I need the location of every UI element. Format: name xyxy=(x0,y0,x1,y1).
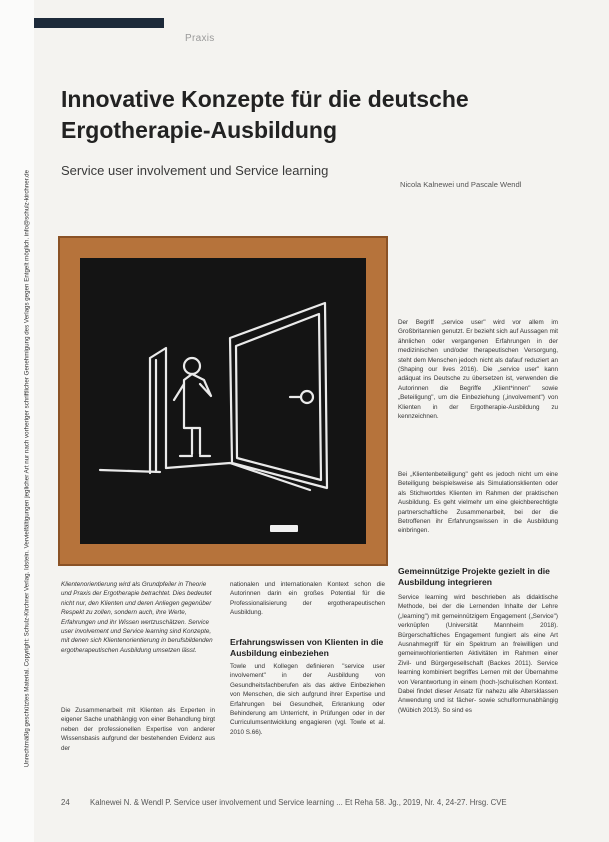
body-paragraph-right-1: Der Begriff „service user" wird vor allem im Großbritannien genutzt. Er bezieht sich auf Aussagen mit ähnlichen oder vergangenen Erfahrungen in der medizinischen und/oder therapeutischen Versorgung, steht dem Menschen jedoch nicht als dafauf reduziert an (Shaping our lives 2016). Die „service user" kann adäquat ins Deutsche zu übersetzen ist, verwenden die Autorinnen die Begriffe „Klient*innen" sowie „Beteiligung", um die Einbeziehung („involvement") von Klienten in der Ergotherapie-Ausbildung zu kennzeichnen. xyxy=(398,319,558,421)
body-paragraph-right-2: Bei „Klientenbeteiligung" geht es jedoch nicht um eine Beteiligung beispielsweise als Simulationsklienten oder als Stichwortdes Klienten im Rahmen der praktischen Ausbildung. Es geht vielmehr um eine gleichberechtigte partnerschaftliche Zusammenarbeit, bei der die Betroffenen ihr Erfahrungswissen in die Ausbildung einbringen. xyxy=(398,471,558,535)
chalkboard-illustration xyxy=(80,258,366,544)
body-paragraph-mid: Towle und Kollegen definieren "service user involvement" in der Ausbildung von Gesundheitsfachberufen als das aktive Einbeziehen von Menschen, die sich aufgrund ihrer Expertise und Erfahrungen bei Gesundheit, Erkrankung oder Behinderung am Unterricht, in Prüfungen oder in der Curriculumsentwicklung engagieren (vgl. Towle et al. 2010 S.66). xyxy=(230,663,385,736)
chalkboard-open-door-figure-icon xyxy=(80,258,366,544)
body-paragraph-left: Die Zusammenarbeit mit Klienten als Experten in eigener Sache unabhängig von einer Behandlung birgt neben der professionellen Expertise von anderer Wissensbasis aufgrund der bestehenden Evidenz aus der xyxy=(61,707,215,752)
section-heading-clients: Erfahrungswissen von Klienten in die Ausbildung einbeziehen xyxy=(230,637,384,658)
copyright-notice: Unrechtmäßig geschütztes Material. Copyright: Schulz-Kirchner Verlag. Idstein. Vervielfältigungen jeglicher Art nur nach vorheriger schriftlicher Genehmigung des Verlags gegen Entgelt möglich. info@schulz-kirchner.de xyxy=(23,169,31,768)
section-color-bar xyxy=(34,18,164,28)
section-label: Praxis xyxy=(185,33,215,44)
body-paragraph-mid-top: nationalen und internationalen Kontext schon die Autorinnen darin ein großes Potential für die Professionalisierung der ergotherapeutischen Ausbildung. xyxy=(230,581,385,617)
footer-citation: Kalnewei N. & Wendl P. Service user involvement und Service learning ... Et Reha 58. Jg., 2019, Nr. 4, 24-27. Hrsg. CVE xyxy=(90,798,507,807)
article-subtitle: Service user involvement und Service learning xyxy=(61,163,329,178)
article-authors: Nicola Kalnewei und Pascale Wendl xyxy=(400,180,522,189)
article-title: Innovative Konzepte für die deutsche Ergotherapie-Ausbildung xyxy=(61,86,469,143)
body-paragraph-right-3: Service learning wird beschrieben als didaktische Methode, bei der die Lernenden Inhalte der Lehre („learning") mit gemeinnützigem Engagement („Service") verknüpfen (Universität Mannheim 2018). Bürgerschaftliches Engagement fungiert als eine Art Ausnahmegriff für ein Spektrum an freiwilligen und gemeinwohlorientierten Aktivitäten im Rahmen einer Zivil- und Bürgergesellschaft (Backes 2011). Service learning kombiniert begriffes Lernen mit der Übernahme von Verantwortung in einem (hoch-)schulischen Kontext. Dabei findet dieser Ansatz für nahezu alle Altersklassen Anwendung und ist fächer- sowie schulformunabhängig (Wübich 2013). So sind es xyxy=(398,594,558,714)
section-heading-projects: Gemeinnützige Projekte gezielt in die Ausbildung integrieren xyxy=(398,566,550,587)
chalk-piece xyxy=(270,525,298,532)
page-number: 24 xyxy=(61,798,70,807)
lead-paragraph: Klientenorientierung wird als Grundpfeiler in Theorie und Praxis der Ergotherapie betrachtet. Dies bedeutet nicht nur, den Klienten und deren Anliegen gegenüber Respekt zu zollen, sondern auch, ihre Werte, Erfahrungen und ihr Wissen wertzuschätzen. Service user involvement und Service learning sind Konzepte, mit denen sich Klientenorientierung in berufsbildenden ergotherapeutischen Ausbildung umsetzen lässt. xyxy=(61,581,213,654)
